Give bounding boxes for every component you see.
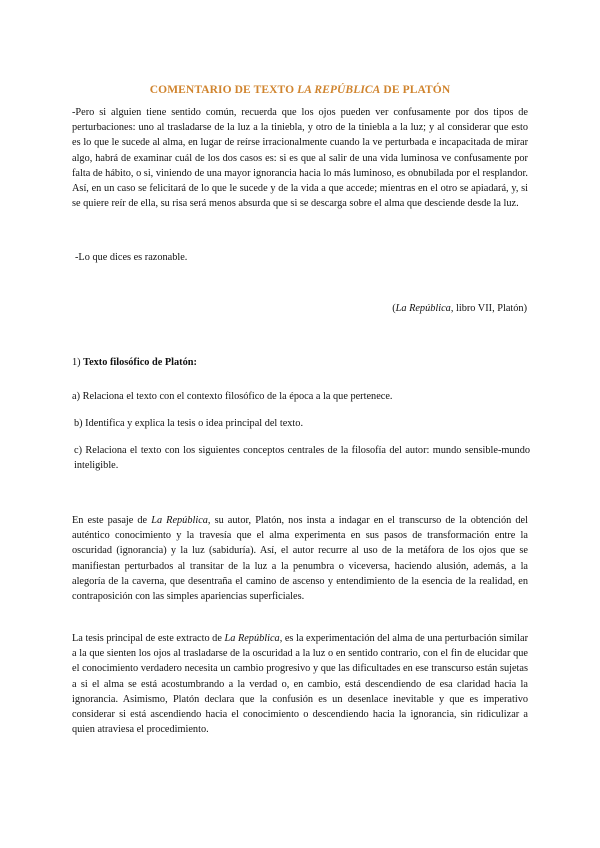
- quote-paragraph: -Pero si alguien tiene sentido común, recuerda que los ojos pueden ver confusamente por dos tipos de perturbaciones: uno al trasladarse de la luz a la tiniebla, y otro de la tiniebla a la luz; y al considerar que esto es lo que le sucede al alma, en lugar de reírse irracionalmente cuando la ve perturbada e incapacitada de mirar algo, habrá de examinar cuál de los dos casos es: si es que al salir de una vida luminosa ve confusamente por falta de hábito, o si, viniendo de una mayor ignorancia hacia lo más luminoso, es obnubilada por el resplandor. Así, en un caso se felicitará de lo que le sucede y de la vida a que accede; mientras en el otro se apiadará, y, si se quiere reír de ella, su risa será menos absurda que si se descarga sobre el alma que desciende desde la luz.: [72, 107, 528, 210]
- section-title: Texto filosófico de Platón:: [83, 357, 197, 368]
- title-suffix: DE PLATÓN: [380, 84, 451, 96]
- answer-2-work: La República: [224, 633, 280, 644]
- answer-2-rest: , es la experimentación del alma de una perturbación similar a la que sienten los ojos al trasladarse de la oscuridad a la luz o en sentido contrario, con el fin de elucidar que el conocimiento verdadero necesita un cambio progresivo y que las dificultades en ese transcurso están sujetas a si el alma se está acostumbrando a la verdad o, en cambio, está descendiendo de esa claridad hacia la ignorancia. Asimismo, Platón declara que la confusión es un desenlace inevitable y que es imperativo considerar si está ascendiendo hacia el conocimiento o descendiendo hacia la ignorancia, sin ridiculizar a quien atraviesa el procedimiento.: [72, 633, 528, 736]
- question-a: a) Relaciona el texto con el contexto filosófico de la época a la que pertenece.: [72, 391, 393, 402]
- citation-rest: , libro VII, Platón): [450, 303, 527, 314]
- title-work: LA REPÚBLICA: [297, 84, 381, 96]
- answer-paragraph-2: [72, 631, 528, 737]
- citation: [392, 303, 527, 314]
- title-prefix: COMENTARIO DE TEXTO: [149, 84, 298, 96]
- answer-1-work: La República: [151, 515, 208, 526]
- answer-2-start: La tesis principal de este extracto de: [72, 633, 225, 644]
- answer-paragraph-1: [72, 513, 528, 604]
- citation-work: La República: [395, 303, 451, 314]
- citation-open: (: [392, 303, 396, 314]
- section-number: 1): [72, 357, 84, 368]
- answer-1-start: En este pasaje de: [72, 515, 152, 526]
- answer-1-rest: , su autor, Platón, nos insta a indagar en el transcurso de la obtención del auténtico conocimiento y la travesía que el alma experimenta en sus pasos de transformación entre la oscuridad (ignorancia) y la luz (sabiduría). Así, el autor recurre al uso de la metáfora de los ojos que se manifiestan perturbados al transitar de la luz a la penumbra o viceversa, haciendo alusión, además, a la alegoría de la caverna, que desentraña el camino de ascenso y entendimiento de la esencia de la realidad, en contraposición con las simples apariencias superficiales.: [72, 515, 528, 603]
- document-title: [0, 84, 600, 96]
- question-c: c) Relaciona el texto con los siguientes conceptos centrales de la filosofía del autor: mundo sensible-mundo inteligible.: [74, 445, 530, 472]
- question-b: b) Identifica y explica la tesis o idea principal del texto.: [74, 418, 304, 429]
- reply-paragraph: -Lo que dices es razonable.: [75, 252, 188, 263]
- section-heading: [72, 355, 528, 370]
